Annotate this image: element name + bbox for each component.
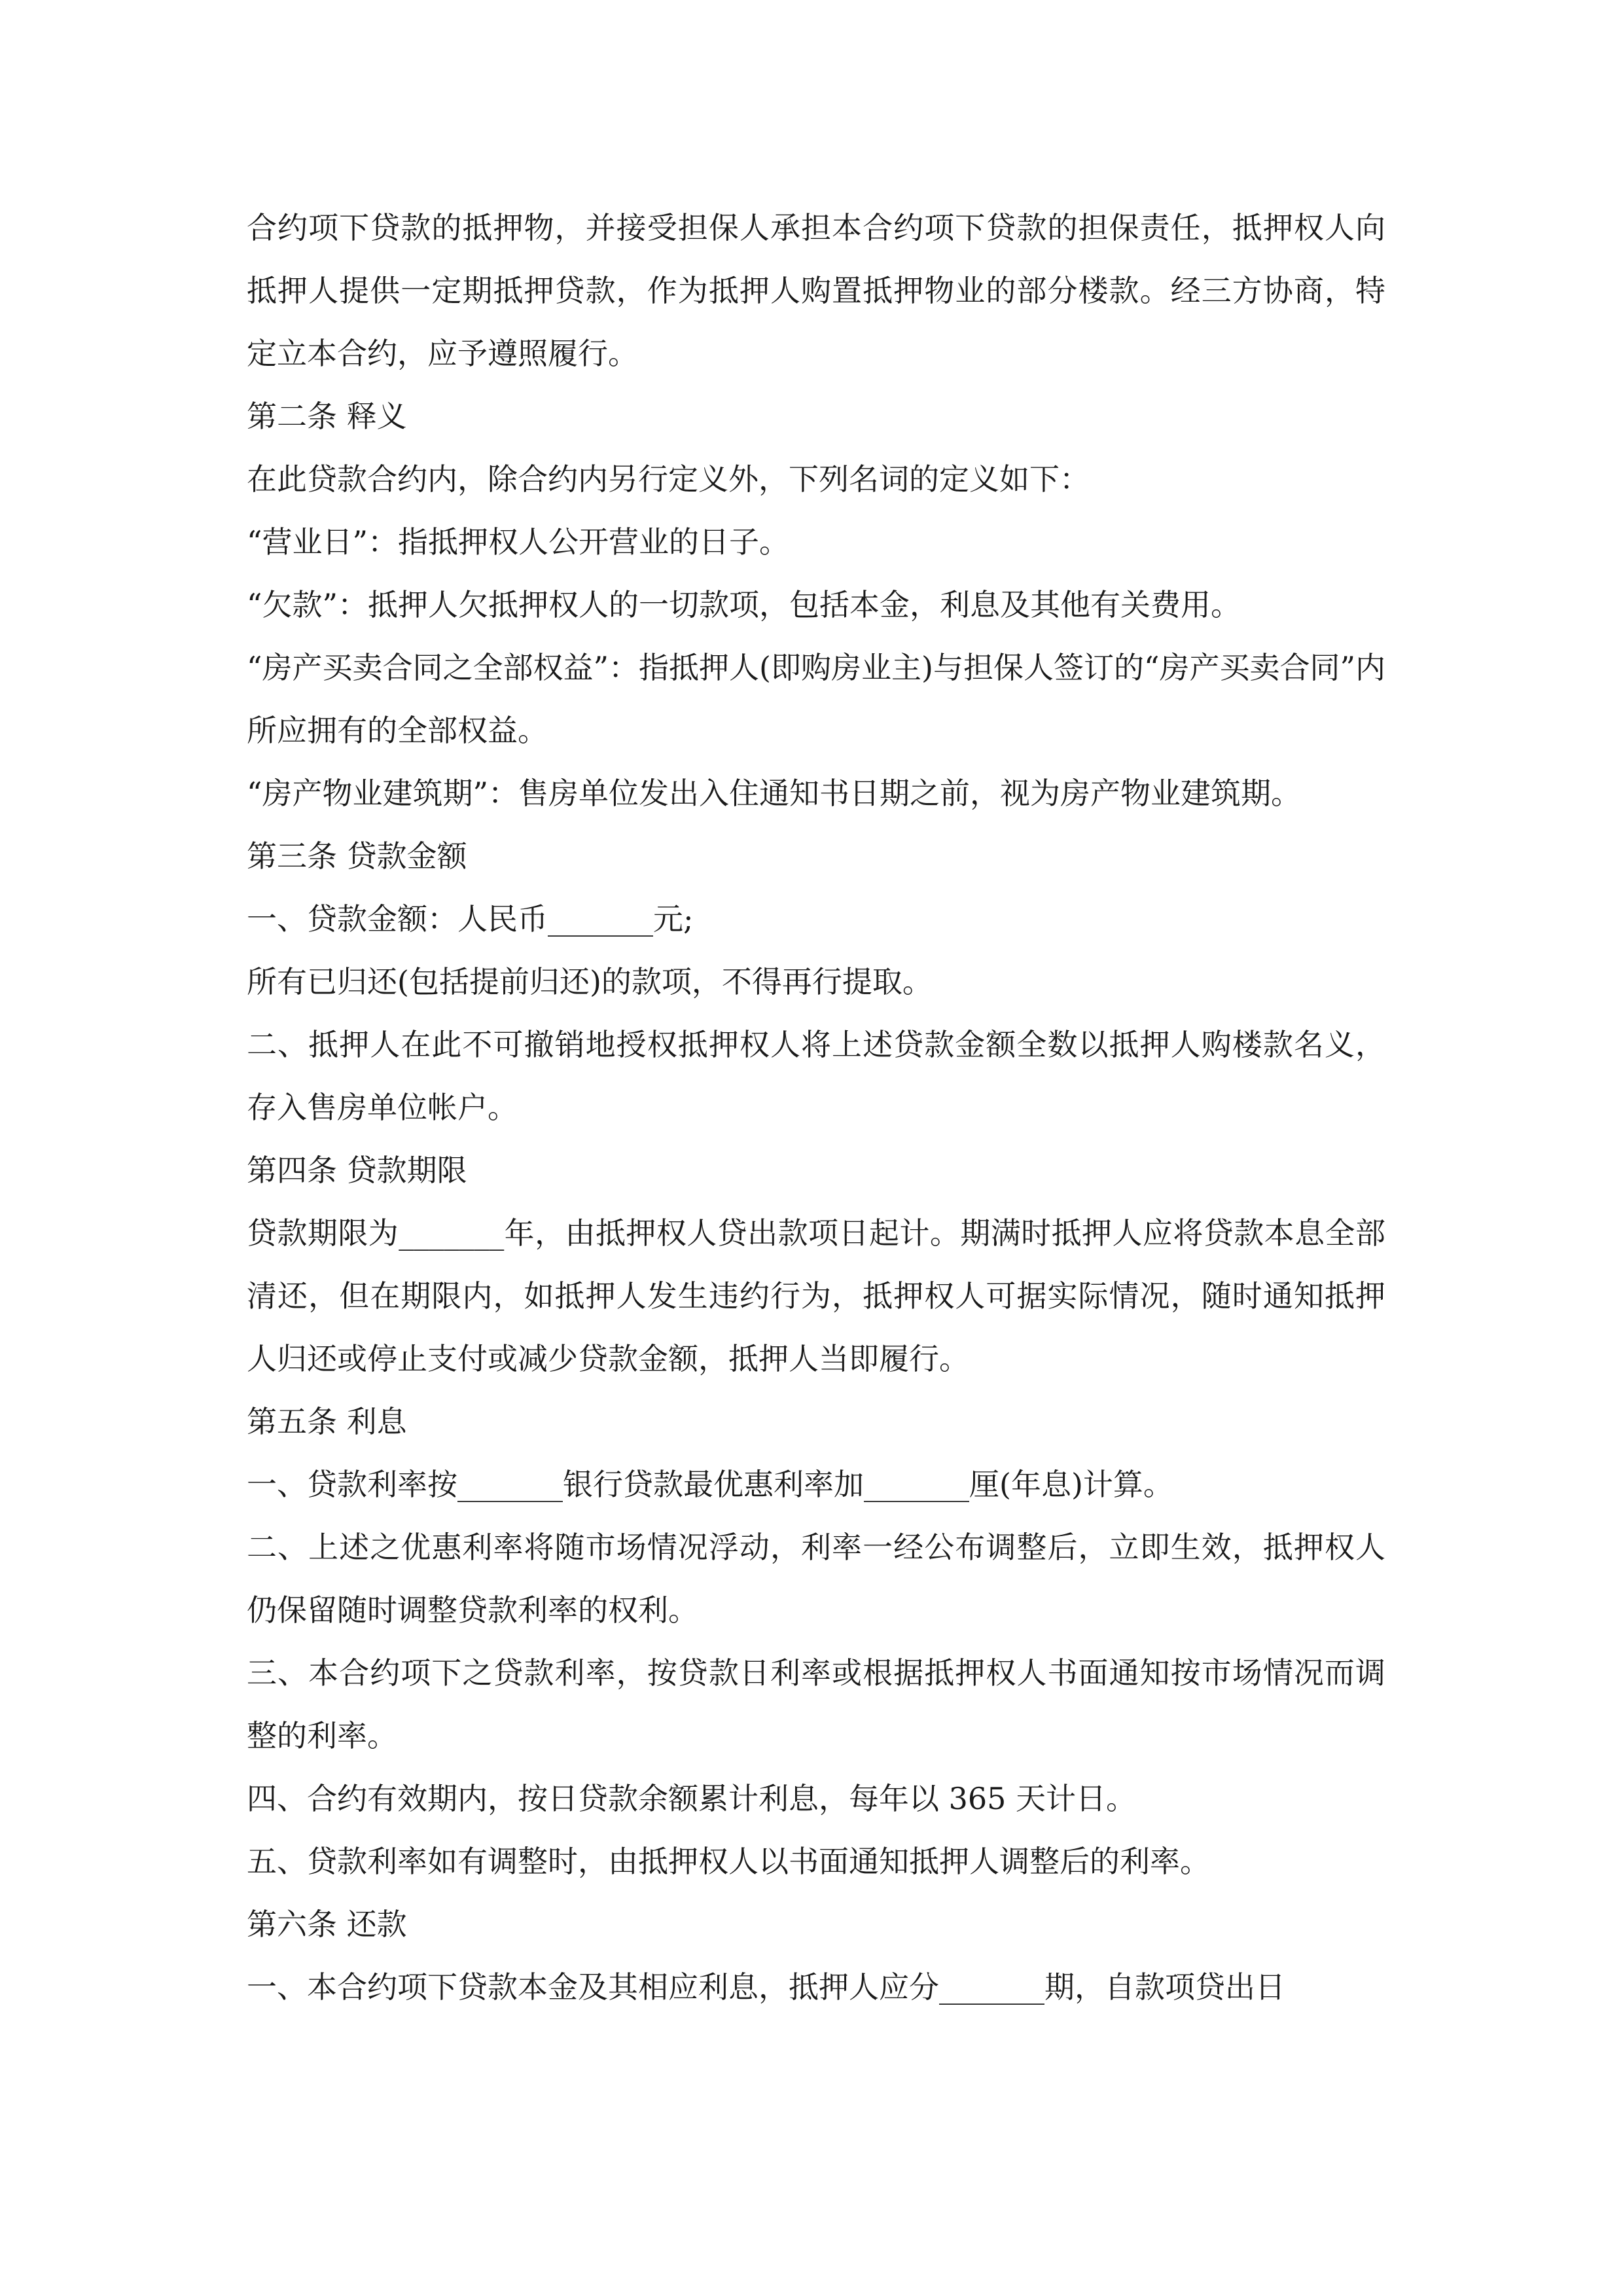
article-5-heading: 第五条 利息 [247, 1404, 407, 1439]
paragraph-intro: 合约项下贷款的抵押物，并接受担保人承担本合约项下贷款的担保责任，抵押权人向抵押人提供一定期抵押贷款，作为抵押人购置抵押物业的部分楼款。经三方协商，特定立本合约，应予遵照履行。 [247, 210, 1385, 371]
clause-rate-floating: 二、上述之优惠利率将随市场情况浮动，利率一经公布调整后，立即生效，抵押权人仍保留随时调整贷款利率的权利。 [247, 1530, 1385, 1628]
paragraph-definitions-intro: 在此贷款合约内，除合约内另行定义外，下列名词的定义如下： [247, 461, 1090, 497]
clause-interest-rate: 一、贷款利率按_______银行贷款最优惠利率加_______厘(年息)计算。 [247, 1467, 1173, 1502]
definition-business-day: “营业日”：指抵押权人公开营业的日子。 [247, 524, 790, 560]
definition-contract-rights: “房产买卖合同之全部权益”：指抵押人(即购房业主)与担保人签订的“房产买卖合同”内所应拥有的全部权益。 [247, 650, 1385, 748]
definition-debt: “欠款”：抵押人欠抵押权人的一切款项，包括本金，利息及其他有关费用。 [247, 587, 1241, 622]
clause-loan-term: 贷款期限为_______年，由抵押权人贷出款项日起计。期满时抵押人应将贷款本息全部清还，但在期限内，如抵押人发生违约行为，抵押权人可据实际情况，随时通知抵押人归还或停止支付或减少贷款金额，抵押人当即履行。 [247, 1215, 1385, 1376]
article-6-heading: 第六条 还款 [247, 1907, 407, 1942]
clause-rate-notice: 五、贷款利率如有调整时，由抵押权人以书面通知抵押人调整后的利率。 [247, 1844, 1210, 1879]
clause-rate-basis: 三、本合约项下之贷款利率，按贷款日利率或根据抵押权人书面通知按市场情况而调整的利率。 [247, 1655, 1385, 1753]
article-2-heading: 第二条 释义 [247, 399, 407, 434]
definition-construction-period: “房产物业建筑期”：售房单位发出入住通知书日期之前，视为房产物业建筑期。 [247, 776, 1302, 811]
article-3-heading: 第三条 贷款金额 [247, 838, 467, 874]
clause-repaid-amounts: 所有已归还(包括提前归还)的款项，不得再行提取。 [247, 964, 933, 999]
clause-repayment: 一、本合约项下贷款本金及其相应利息，抵押人应分_______期，自款项贷出日 [247, 1969, 1285, 2005]
clause-daily-interest: 四、合约有效期内，按日贷款余额累计利息，每年以 365 天计日。 [247, 1781, 1137, 1816]
document-body [247, 196, 1385, 2018]
article-4-heading: 第四条 贷款期限 [247, 1153, 467, 1188]
clause-authorization: 二、抵押人在此不可撤销地授权抵押权人将上述贷款金额全数以抵押人购楼款名义，存入售房单位帐户。 [247, 1027, 1385, 1125]
clause-loan-amount: 一、贷款金额：人民币_______元; [247, 901, 694, 937]
